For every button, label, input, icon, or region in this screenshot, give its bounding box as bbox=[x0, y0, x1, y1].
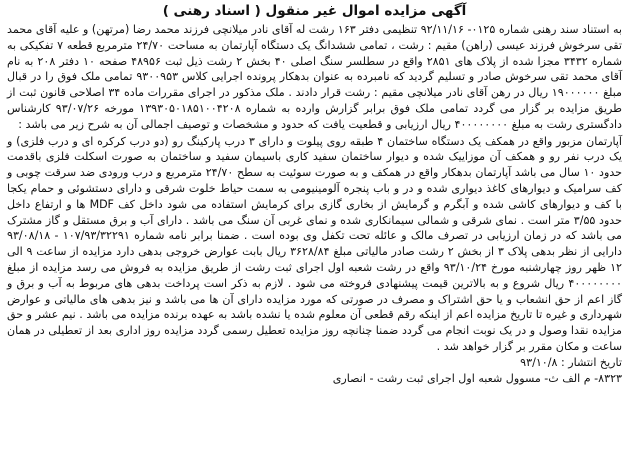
notice-title: آگهی مزایده اموال غیر منقول ( اسناد رهنی ) bbox=[162, 3, 467, 19]
publish-date: تاریخ انتشار : ۹۳/۱۰/۸ bbox=[520, 355, 622, 369]
notice-paragraph-intro: به استناد سند رهنی شماره ۰۱۲۵- ۹۲/۱۱/۱۶ تنظیمی دفتر ۱۶۳ رشت له آقای نادر میلانچی فرزند محمد رضا (مرتهن) و علیه آقای محمد تقی سرخوش فرزند عیسی (راهن) مقیم : رشت ، تمامی ششدانگ یک دستگاه آپارتمان به مساحت ۲۴/۷۰ مترمربع قطعه ۷ تفکیکی به شماره ۳۴۳۲ مجزا شده از پلاک های ۲۸۵۱ واقع در سطلسر سنگ اصلی ۴۰ بخش ۲ رشت ذیل ثبت ۴۸۹۵۶ صفحه ۱۰ دفتر ۲۰۸ به نام آقای محمد تقی سرخوش صادر و تسلیم گردید که نامبرده به عنوان بدهکار پرونده اجرایی کلاس ۹۳۰۰۹۵۳ تمامی ملک فوق را در قبال مبلغ ۱۹۰۰۰۰۰۰ ریال در رهن آقای نادر میلانچی مقیم : رشت قرار دادند . ملک مذکور در اجرای مقررات ماده ۳۴ اصلاحی قانون ثبت از طریق مزایده بر گزار می گردد تمامی ملک فوق برابر گزارش وارده به شماره ۱۳۹۳۰۵۰۱۸۵۱۰۰۴۲۰۸ مورخه ۹۳/۰۷/۲۶ کارشناس دادگستری رشت به مبلغ ۴۰۰۰۰۰۰۰۰ ریال ارزیابی و قطعیت یافت که حدود و مشخصات و توصیف اجمالی آن به شرح زیر می باشد : bbox=[7, 23, 623, 131]
notice-paragraph-description: آپارتمان مزبور واقع در همکف یک دستگاه ساختمان ۴ طبقه روی پیلوت و دارای ۳ درب پارکینگ رو (دو درب کرکره ای و درب فلزی) و یک درب نفر رو و همکف آن موزاییک شده و دیوار ساختمان سفید کاری باسیمان سفید و ساختمان به صورت اسکلت فلزی باقدمت حدود ۱۰ سال می باشد آپارتمان بدهکار واقع در همکف و به صورت سوئیت به سطح ۲۴/۷۰ مترمربع و درب ورودی ضد سرقت چوبی و کف سرامیک و دیوارهای کاغذ دیواری شده و در و باب پنجره آلومینیومی به سمت حیاط خلوت شرقی و دارای دستشوئی و حمام یکجا با کف و دیوارهای کاشی شده و آبگرم و گرمایش از بخاری گازی برای کرمایش استفاده می شود داخل کف MDF ها و ارتفاع داخل حدود ۳/۵۵ متر است . نمای شرقی و شمالی سیمانکاری شده و نمای غربی آن سنگ می باشد . دارای آب و برق مستقل و گاز مشترک می باشد که در زمان ارزیابی در تصرف مالک و عائله تحت تکفل وی بوده است . ضمنا برابر نامه شماره ۱۰۷/۹۳/۳۲۲۹۱ - ۹۳/۰۸/۱۸ دارایی از نظر بدهی پلاک ۳ از بخش ۲ رشت صادر مالیاتی مبلغ ۳۶۲۸/۸۴ ریال بابت عوارض خروجی بدهی دارد مزایده از ساعت ۹ الی ۱۲ ظهر روز چهارشنبه مورخ ۹۳/۱۰/۲۴ واقع در رشت شعبه اول اجرای ثبت رشت از طریق مزایده به فروش می رسد مزایده از مبلغ ۴۰۰۰۰۰۰۰۰ ریال شروع و به بالاترین قیمت پیشنهادی فروخته می شود . لازم به ذکر است پرداخت بدهی های مربوط به آب و برق و گاز اعم از حق انشعاب و یا حق اشتراک و مصرف در صورتی که مورد مزایده دارای آن ها می باشد و نیز بدهی های مالیاتی و عوارض شهرداری و غیره تا تاریخ مزایده اعم از اینکه رقم قطعی آن معلوم شده یا نشده باشد به عهده برنده مزایده می باشد . نیم عشر و حق مزایده نقدا وصول و در یک نوبت انجام می گردد ضمنا چنانچه روز مزایده تعطیل رسمی گردد مزایده روز اداری بعد از تعطیلی در همان ساعت و مکان مقرر بر گزار خواهد شد . bbox=[7, 134, 623, 353]
signature-line: ۸۳۲۳- م الف ث- مسوول شعبه اول اجرای ثبت رشت - انصاری bbox=[332, 371, 622, 385]
